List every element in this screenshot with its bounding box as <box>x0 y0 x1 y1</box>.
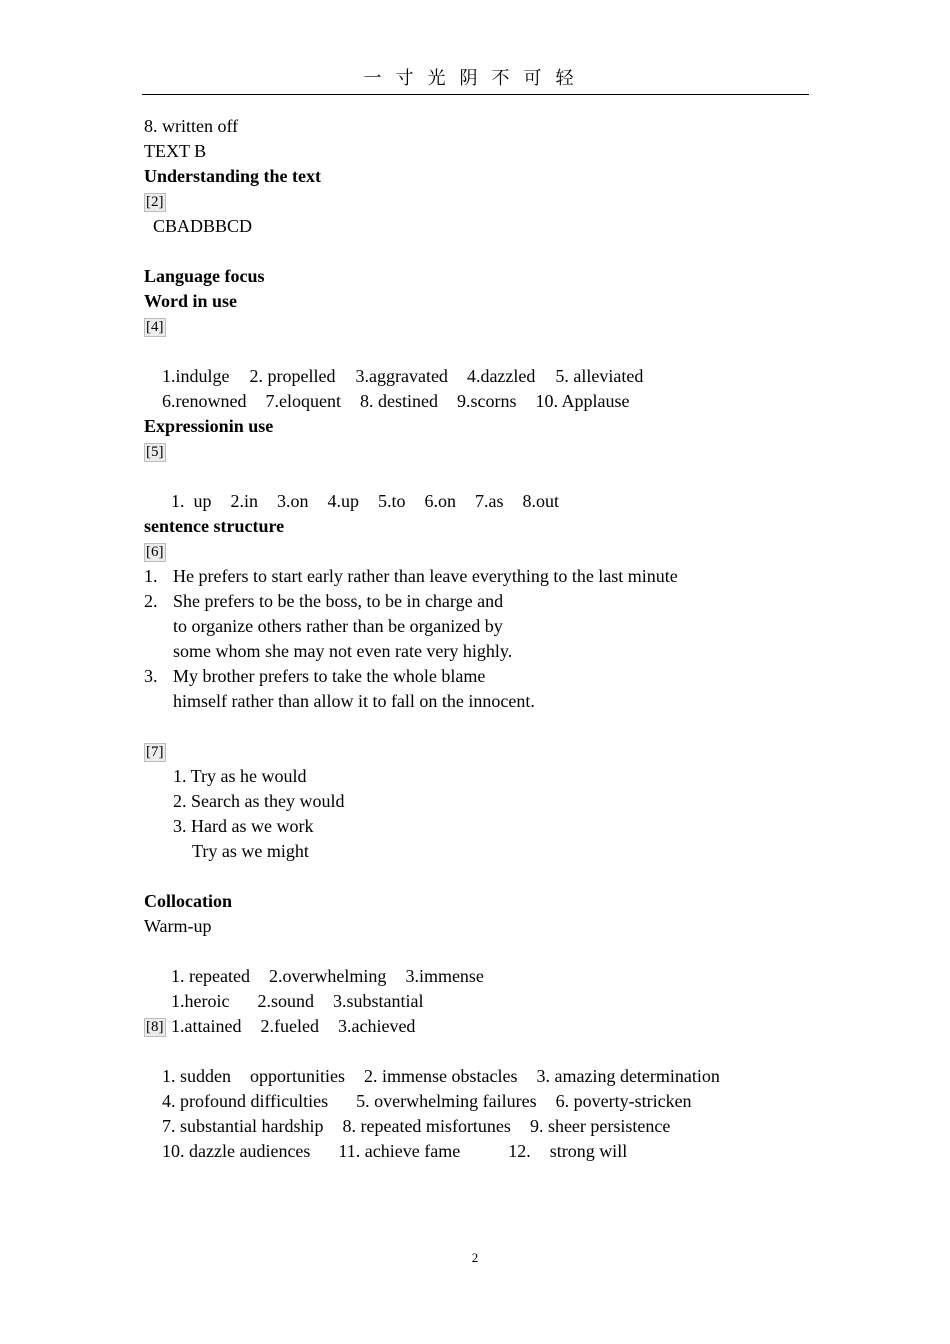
answer-item: 2.sound <box>257 991 314 1011</box>
section-heading: Language focus <box>144 266 265 286</box>
answer-item: 1. up <box>171 491 212 511</box>
answer-item: 8. repeated misfortunes <box>342 1116 511 1136</box>
answer-item: 3.on <box>277 491 309 511</box>
answer-item: 3.achieved <box>337 1016 416 1036</box>
answer-item: 1.heroic <box>171 991 230 1011</box>
text-line: 8. written off <box>144 116 239 136</box>
answer-item: 1.indulge <box>162 366 230 386</box>
page-header <box>142 66 809 95</box>
answer-row <box>144 939 824 986</box>
section-heading: Expressionin use <box>144 416 274 436</box>
item-number: 1. <box>144 566 158 586</box>
section-heading: Collocation <box>144 891 232 911</box>
answer-item: 7. substantial hardship <box>162 1116 324 1136</box>
answer-item: 2.overwhelming <box>268 966 387 986</box>
section-heading: Understanding the text <box>144 166 322 186</box>
exercise-number-box: [8] <box>146 1019 164 1036</box>
answer-item: 9.scorns <box>456 391 517 411</box>
answer-item: 4.dazzled <box>466 366 536 386</box>
exercise-number-box: [5] <box>146 444 164 461</box>
answer-line: 1. Try as he would <box>173 766 307 786</box>
answer-line: 2. Search as they would <box>173 791 345 811</box>
answer-item: 2. immense obstacles <box>364 1066 518 1086</box>
exercise-number-box: [4] <box>146 319 164 336</box>
item-number: 2. <box>144 591 158 611</box>
answer-item: 6.on <box>424 491 457 511</box>
sentence-item <box>144 664 824 689</box>
sentence-text: She prefers to be the boss, to be in charge and <box>173 591 504 611</box>
answer-item: 5.to <box>378 491 406 511</box>
page-number: 2 <box>471 1250 479 1265</box>
answer-item: opportunities <box>250 1066 345 1086</box>
answer-item: 12. <box>508 1141 531 1161</box>
document-body <box>144 114 824 1161</box>
item-number: 3. <box>144 666 158 686</box>
exercise-number-box: [7] <box>146 744 164 761</box>
answer-item: 4.up <box>327 491 360 511</box>
sentence-text: himself rather than allow it to fall on the innocent. <box>173 691 535 711</box>
answer-item: 8. destined <box>359 391 438 411</box>
answer-item: 1.attained <box>171 1016 242 1036</box>
answer-item: strong will <box>549 1141 628 1161</box>
answer-item: 1. repeated <box>171 966 250 986</box>
section-heading: Word in use <box>144 291 238 311</box>
sentence-item <box>144 564 824 589</box>
answer-item: 5. alleviated <box>555 366 644 386</box>
answer-item: 10. dazzle audiences <box>162 1141 311 1161</box>
exercise-number-box: [6] <box>146 544 164 561</box>
answer-item: 8.out <box>522 491 560 511</box>
answer-row <box>144 1039 824 1086</box>
answer-item: 7.as <box>475 491 504 511</box>
sentence-text: to organize others rather than be organized by <box>173 616 503 636</box>
answer-item: 2. propelled <box>249 366 336 386</box>
answer-item: 2.in <box>230 491 259 511</box>
answer-item: 3. amazing determination <box>536 1066 720 1086</box>
answer-item: 1. sudden <box>162 1066 231 1086</box>
text-line: TEXT B <box>144 141 207 161</box>
answer-item: 7.eloquent <box>265 391 341 411</box>
answer-item: 2.fueled <box>260 1016 319 1036</box>
sentence-text: My brother prefers to take the whole blame <box>173 666 486 686</box>
answer-row <box>144 464 824 511</box>
header-title: 一寸光阴不可轻 <box>363 68 588 89</box>
answer-line: 3. Hard as we work <box>173 816 314 836</box>
answer-item: 4. profound difficulties <box>162 1091 329 1111</box>
exercise-number-box: [2] <box>146 194 164 211</box>
subheading: Warm-up <box>144 916 212 936</box>
answer-line: CBADBBCD <box>153 216 253 236</box>
answer-row <box>144 339 824 386</box>
answer-item: 5. overwhelming failures <box>356 1091 537 1111</box>
answer-item: 10. Applause <box>535 391 630 411</box>
answer-item: 3.substantial <box>333 991 424 1011</box>
answer-item: 3.immense <box>405 966 484 986</box>
sentence-text: He prefers to start early rather than leave everything to the last minute <box>173 566 678 586</box>
answer-item: 3.aggravated <box>355 366 448 386</box>
section-heading: sentence structure <box>144 516 285 536</box>
answer-item: 6.renowned <box>162 391 247 411</box>
answer-line: Try as we might <box>192 841 309 861</box>
sentence-text: some whom she may not even rate very highly. <box>173 641 513 661</box>
sentence-item <box>144 589 824 614</box>
answer-item: 6. poverty-stricken <box>555 1091 692 1111</box>
answer-item: 9. sheer persistence <box>529 1116 671 1136</box>
answer-item: 11. achieve fame <box>338 1141 461 1161</box>
